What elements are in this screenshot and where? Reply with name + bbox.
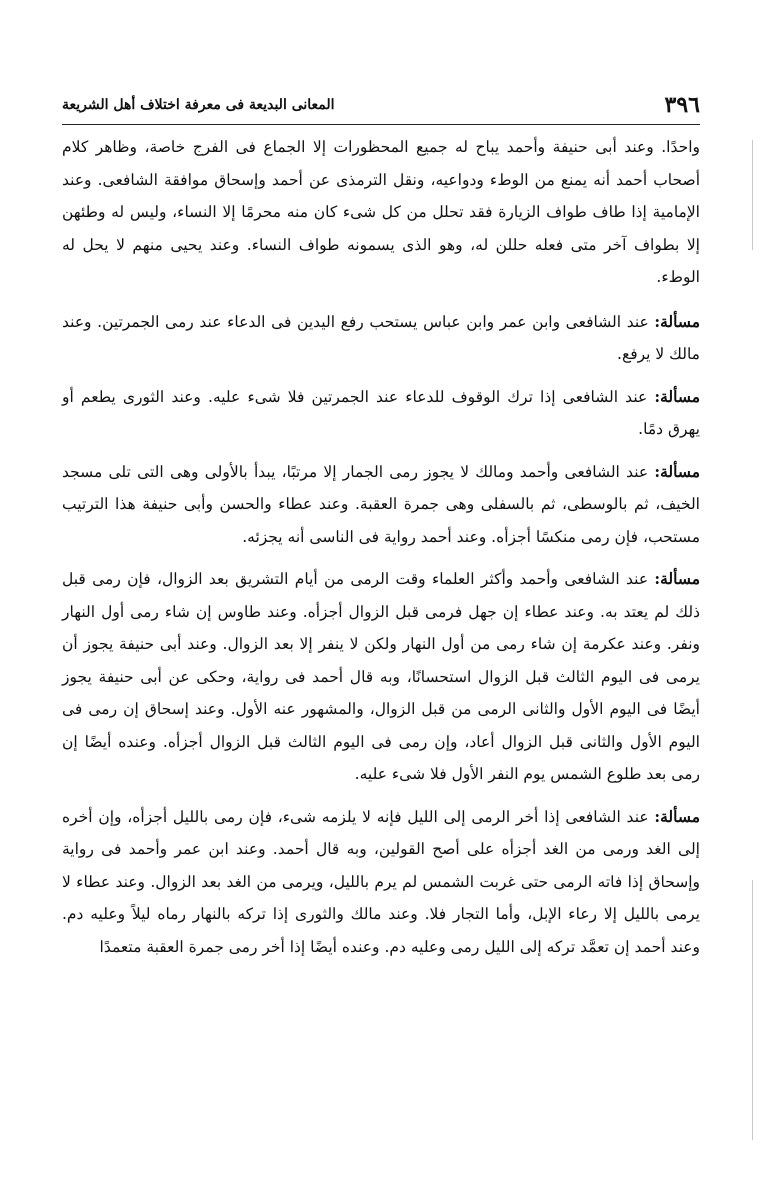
paragraph	[62, 563, 700, 791]
issue-label: مسألة:	[654, 386, 700, 406]
paragraph-text: واحدًا. وعند أبى حنيفة وأحمد يباح له جميع المحظورات إلا الجماع فى الفرج خاصة، وظاهر كلام أصحاب أحمد أنه يمنع من الوطء ودواعيه، ونقل الترمذى عن أحمد وإسحاق موافقة الشافعى. وعند الإمامية إذا طاف طواف الزيارة فقد تحلل من كل شىء كان منه محرمًا إلا النساء، وليس له وطئهن إلا بطواف آخر متى فعله حللن له، وهو الذى يسمونه طواف النساء. وعند يحيى منهم لا يحل له الوطء.	[62, 138, 700, 286]
issue-label: مسألة:	[654, 311, 700, 331]
page-number: ٣٩٦	[664, 92, 700, 118]
running-title: المعانى البديعة فى معرفة اختلاف أهل الشريعة	[62, 97, 335, 113]
paragraph	[62, 131, 700, 294]
paragraph	[62, 306, 700, 371]
paragraph	[62, 801, 700, 964]
page-header	[62, 88, 700, 122]
scan-edge-mark	[752, 140, 753, 250]
paragraph-text: عند الشافعى وابن عمر وابن عباس يستحب رفع اليدين فى الدعاء عند رمى الجمرتين. وعند مالك لا يرفع.	[62, 312, 700, 363]
paragraph-text: عند الشافعى وأحمد وأكثر العلماء وقت الرمى من أيام التشريق بعد الزوال، فإن رمى قبل ذلك لم يعتد به. وعند عطاء إن جهل فرمى قبل الزوال أجزأه. وعند طاوس إن شاء رمى أول النهار ونفر. وعند عكرمة إن شاء رمى من أول النهار ولكن لا ينفر إلا بعد الزوال. وعند أبى حنيفة يجوز أن يرمى فى اليوم الثالث قبل الزوال استحسانًا، وبه قال أحمد فى رواية، وحكى عن أبى حنيفة يجوز أيضًا فى اليوم الأول والثانى الرمى من قبل الزوال، والمشهور عنه الأول. وعند إسحاق إن رمى فى اليوم الأول والثانى قبل الزوال أعاد، وإن رمى فى اليوم الثالث قبل الزوال أجزأه. وعنده أيضًا إن رمى بعد طلوع الشمس يوم النفر الأول فلا شىء عليه.	[62, 570, 700, 783]
issue-label: مسألة:	[654, 806, 700, 826]
main-text	[62, 131, 700, 973]
paragraph-text: عند الشافعى إذا أخر الرمى إلى الليل فإنه لا يلزمه شىء، فإن رمى بالليل أجزأه، وإن أخره إلى الغد ورمى من الغد أجزأه على أصح القولين، وبه قال أحمد. وعند ابن عمر وأحمد فى رواية وإسحاق إذا فاته الرمى حتى غربت الشمس لم يرم بالليل، ويرمى من الغد بعد الزوال. وعند عطاء لا يرمى بالليل إلا رعاء الإبل، وأما التجار فلا. وعند مالك والثورى إذا تركه بالنهار رماه ليلاً وعليه دم. وعند أحمد إن تعمَّد تركه إلى الليل رمى وعليه دم. وعنده أيضًا إذا أخر رمى جمرة العقبة متعمدًا	[62, 807, 700, 956]
issue-label: مسألة:	[654, 461, 700, 481]
paragraph-text: عند الشافعى وأحمد ومالك لا يجوز رمى الجمار إلا مرتبًا، يبدأ بالأولى وهى التى تلى مسجد الخيف، ثم بالوسطى، ثم بالسفلى وهى جمرة العقبة. وعند عطاء والحسن وأبى حنيفة هذا الترتيب مستحب، فإن رمى منكسًا أجزأه. وعند أحمد رواية فى الناسى أنه يجزئه.	[62, 462, 700, 546]
scan-edge-mark	[752, 880, 753, 1140]
header-rule	[62, 124, 700, 125]
paragraph-text: عند الشافعى إذا ترك الوقوف للدعاء عند الجمرتين فلا شىء عليه. وعند الثورى يطعم أو يهرق دمًا.	[62, 387, 700, 438]
paragraph	[62, 381, 700, 446]
paragraph	[62, 456, 700, 554]
issue-label: مسألة:	[654, 569, 700, 588]
